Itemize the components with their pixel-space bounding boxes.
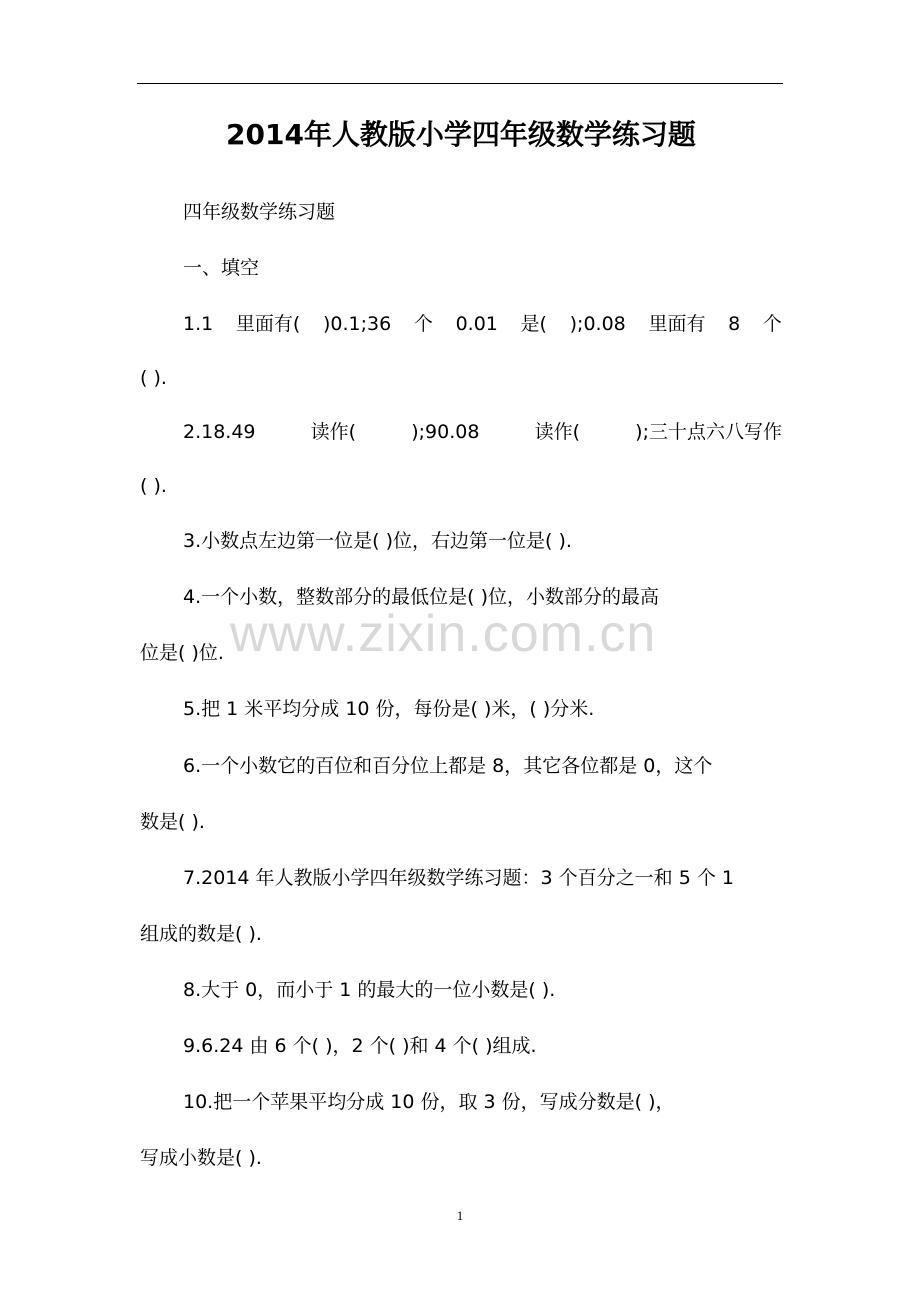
q2-token: );90.08 [411,421,480,443]
question-10-line-2: 写成小数是( ). [140,1147,262,1169]
page-number: 1 [456,1208,464,1223]
question-4-line-2: 位是( )位. [140,642,224,664]
question-3: 3.小数点左边第一位是( )位，右边第一位是( ). [183,530,572,552]
q1-token: 里面有 [648,313,706,335]
watermark: www.zixin.com.cn [230,605,657,663]
q1-token: 个 [413,313,433,335]
q2-token: 2.18.49 [183,421,256,443]
header-rule [137,83,783,84]
q1-token: 个 [762,313,782,335]
q2-token: 读作( [310,421,357,443]
q1-token: );0.08 [569,313,626,335]
question-1-line-2: ( ). [140,367,167,389]
question-8: 8.大于 0，而小于 1 的最大的一位小数是( ). [183,979,556,1001]
question-9: 9.6.24 由 6 个( )，2 个( )和 4 个( )组成. [183,1035,537,1057]
q1-token: 里面有( [235,313,301,335]
question-6-line-1: 6.一个小数它的百位和百分位上都是 8，其它各位都是 0，这个 [183,755,713,777]
question-4-line-1: 4.一个小数，整数部分的最低位是( )位，小数部分的最高 [183,586,659,608]
question-6-line-2: 数是( ). [140,811,205,833]
question-2-line-2: ( ). [140,475,167,497]
question-7-line-2: 组成的数是( ). [140,923,262,945]
question-2-line-1 [183,418,782,446]
question-5: 5.把 1 米平均分成 10 份，每份是( )米，( )分米. [183,698,595,720]
subtitle: 四年级数学练习题 [183,201,336,223]
document-title: 2014年人教版小学四年级数学练习题 [226,118,696,151]
q2-token: 读作( [534,421,581,443]
q1-token: 8 [728,313,741,335]
q1-token: 是( [520,313,547,335]
question-10-line-1: 10.把一个苹果平均分成 10 份，取 3 份，写成分数是( )， [183,1091,675,1113]
question-7-line-1: 7.2014 年人教版小学四年级数学练习题：3 个百分之一和 5 个 1 [183,867,734,889]
question-1-line-1 [183,310,782,338]
section-heading: 一、填空 [183,257,260,279]
q1-token: 1.1 [183,313,214,335]
q1-token: )0.1;36 [322,313,392,335]
q1-token: 0.01 [455,313,498,335]
q2-token: );三十点六八写作 [635,421,782,443]
